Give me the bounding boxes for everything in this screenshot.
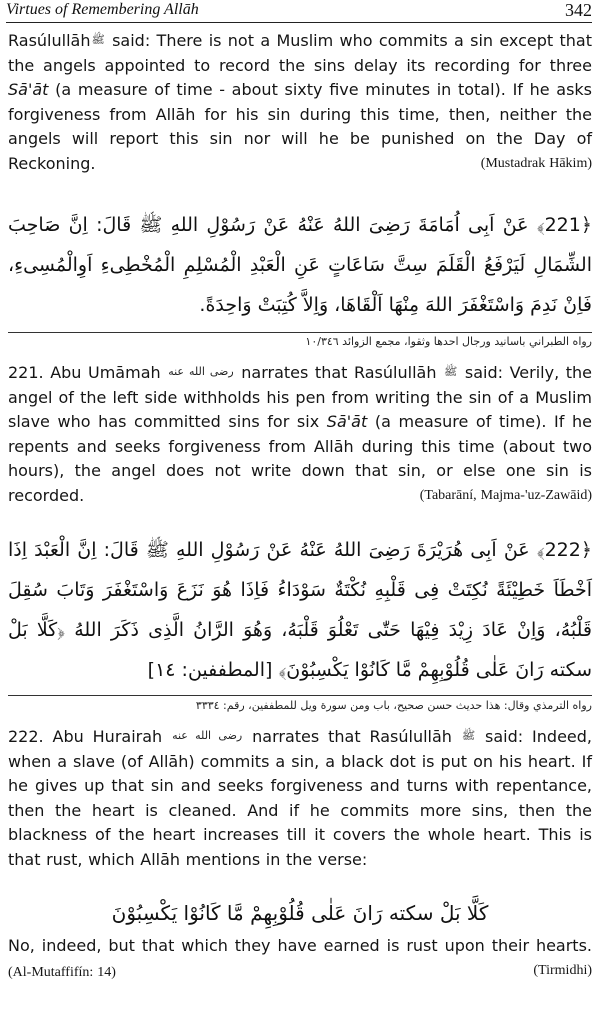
- hadith-221-source: رواه الطبراني باسانيد ورجال احدها وثقوا، مجمع الزوائد ١٠/٣٤٦: [305, 335, 592, 348]
- companion-honorific: رضى الله عنه: [172, 729, 243, 742]
- hadith-222-arabic: ﴿222﴾ عَنْ اَبِى هُرَيْرَةَ رَضِىَ اللهُ عَنْهُ عَنْ رَسُوْلِ اللهِ ﷺ قَالَ: اِنَّ الْعَبْدَ اِذَا اَخْطَاَ خَطِيْئَةً نُكِتَتْ فِى قَلْبِهِ نُكْتَةٌ سَوْدَاءُ فَاِذَا هُوَ نَزَعَ وَاسْتَغْفَرَ وَتَابَ سُقِلَ قَلْبُهُ، وَاِنْ عَادَ زِيْدَ فِيْهَا حَتّٰى تَعْلُوَ قَلْبَهُ، وَهُوَ الرَّانُ الَّذِى ذَكَرَ اللهُ ﴿كَلَّا بَلْ سكته رَانَ عَلٰى قُلُوْبِهِمْ مَّا كَانُوْا يَكْسِبُوْنَ﴾ [المطففين: ١٤]: [8, 539, 592, 681]
- divider-222: [8, 695, 592, 696]
- intro-term: Sā'āt: [8, 80, 49, 99]
- hadith-222-text-2: narrates that Rasúlullāh: [243, 727, 461, 746]
- header-title: Virtues of Remembering Allāh: [6, 1, 199, 18]
- hadith-221-text-2: narrates that Rasúlullāh: [234, 363, 444, 382]
- hadith-221-text-3: said: Verily, the angel of the left side withholds his pen from writing the sin of a Muslim slave who has committed sins for six: [8, 363, 592, 431]
- hadith-222-number: 222.: [8, 727, 44, 746]
- running-header: [6, 0, 592, 23]
- salutation-mark: ﷺ: [444, 365, 458, 378]
- translation-text: No, indeed, but that which they have earned is rust upon their hearts.: [8, 936, 592, 955]
- quran-verse-arabic: كَلَّا بَلْ سكته رَانَ عَلٰى قُلُوْبِهِمْ مَّا كَانُوْا يَكْسِبُوْنَ: [111, 901, 489, 925]
- hadith-221-text-4: (a measure of time). If he repents and seeks forgiveness from Allāh during this time (about two hours), the angel does not write down that sin, or else one sin is recorded.: [8, 412, 593, 505]
- salutation-mark: ﷺ: [461, 729, 476, 742]
- verse-translation: [8, 934, 592, 985]
- hadith-221-number: 221.: [8, 363, 44, 382]
- hadith-222-source: رواه الترمذي وقال: هذا حديث حسن صحيح، باب ومن سورة ويل للمطففين، رقم: ٣٣٣٤: [195, 699, 592, 712]
- intro-text-2: said: There is not a Muslim who commits a sin except that the angels appointed to record the sins delay its recording for three: [8, 31, 592, 75]
- hadith-221-text-1: Abu Umāmah: [43, 363, 168, 382]
- hadith-221-arabic: ﴿221﴾ عَنْ اَبِى اُمَامَةَ رَضِىَ اللهُ عَنْهُ عَنْ رَسُوْلِ اللهِ ﷺ قَالَ: اِنَّ صَاحِبَ الشِّمَالِ لَيَرْفَعُ الْقَلَمَ سِتَّ سَاعَاتٍ عَنِ الْعَبْدِ الْمُسْلِمِ الْمُخْطِىءِ اَوِالْمُسِىءِ، فَاِنْ نَدِمَ وَاسْتَغْفَرَ اللهَ مِنْهَا اَلْقَاهَا، وَاِلاَّ كُتِبَتْ وَاحِدَةً.: [8, 214, 592, 316]
- intro-text-3: (a measure of time - about sixty five minutes in total). If he asks forgiveness from Allāh for his sin during this time, then, neither the angels will report this sin nor will he be punished on the Day of Reckoning.: [8, 80, 592, 173]
- intro-paragraph: [8, 28, 592, 176]
- hadith-222-text-3: said: Indeed, when a slave (of Allāh) commits a sin, a black dot is put on his heart. If he gives up that sin and seeks forgiveness and turns with repentance, then the heart is cleaned. And if he commits more sins, then the blackness of the heart increases till it covers the whole heart. This is that rust, which Allāh mentions in the verse:: [8, 727, 593, 869]
- hadith-221-reference: (Tabarāní, Majma-'uz-Zawāid): [419, 487, 592, 503]
- page-number: 342: [565, 0, 592, 20]
- hadith-222-english: [8, 724, 592, 872]
- hadith-221-term: Sā'āt: [326, 412, 368, 431]
- hadith-221-english: [8, 360, 592, 508]
- intro-reference: (Mustadrak Hākim): [480, 155, 592, 171]
- translation-reference: (Al-Mutaffifín: 14): [8, 964, 116, 980]
- hadith-222-reference: (Tirmidhi): [533, 962, 592, 978]
- companion-honorific: رضى الله عنه: [168, 365, 234, 378]
- salutation-mark: ﷺ: [91, 33, 105, 46]
- intro-text-1: Rasúlullāh: [8, 31, 91, 50]
- hadith-222-text-1: Abu Hurairah: [43, 727, 172, 746]
